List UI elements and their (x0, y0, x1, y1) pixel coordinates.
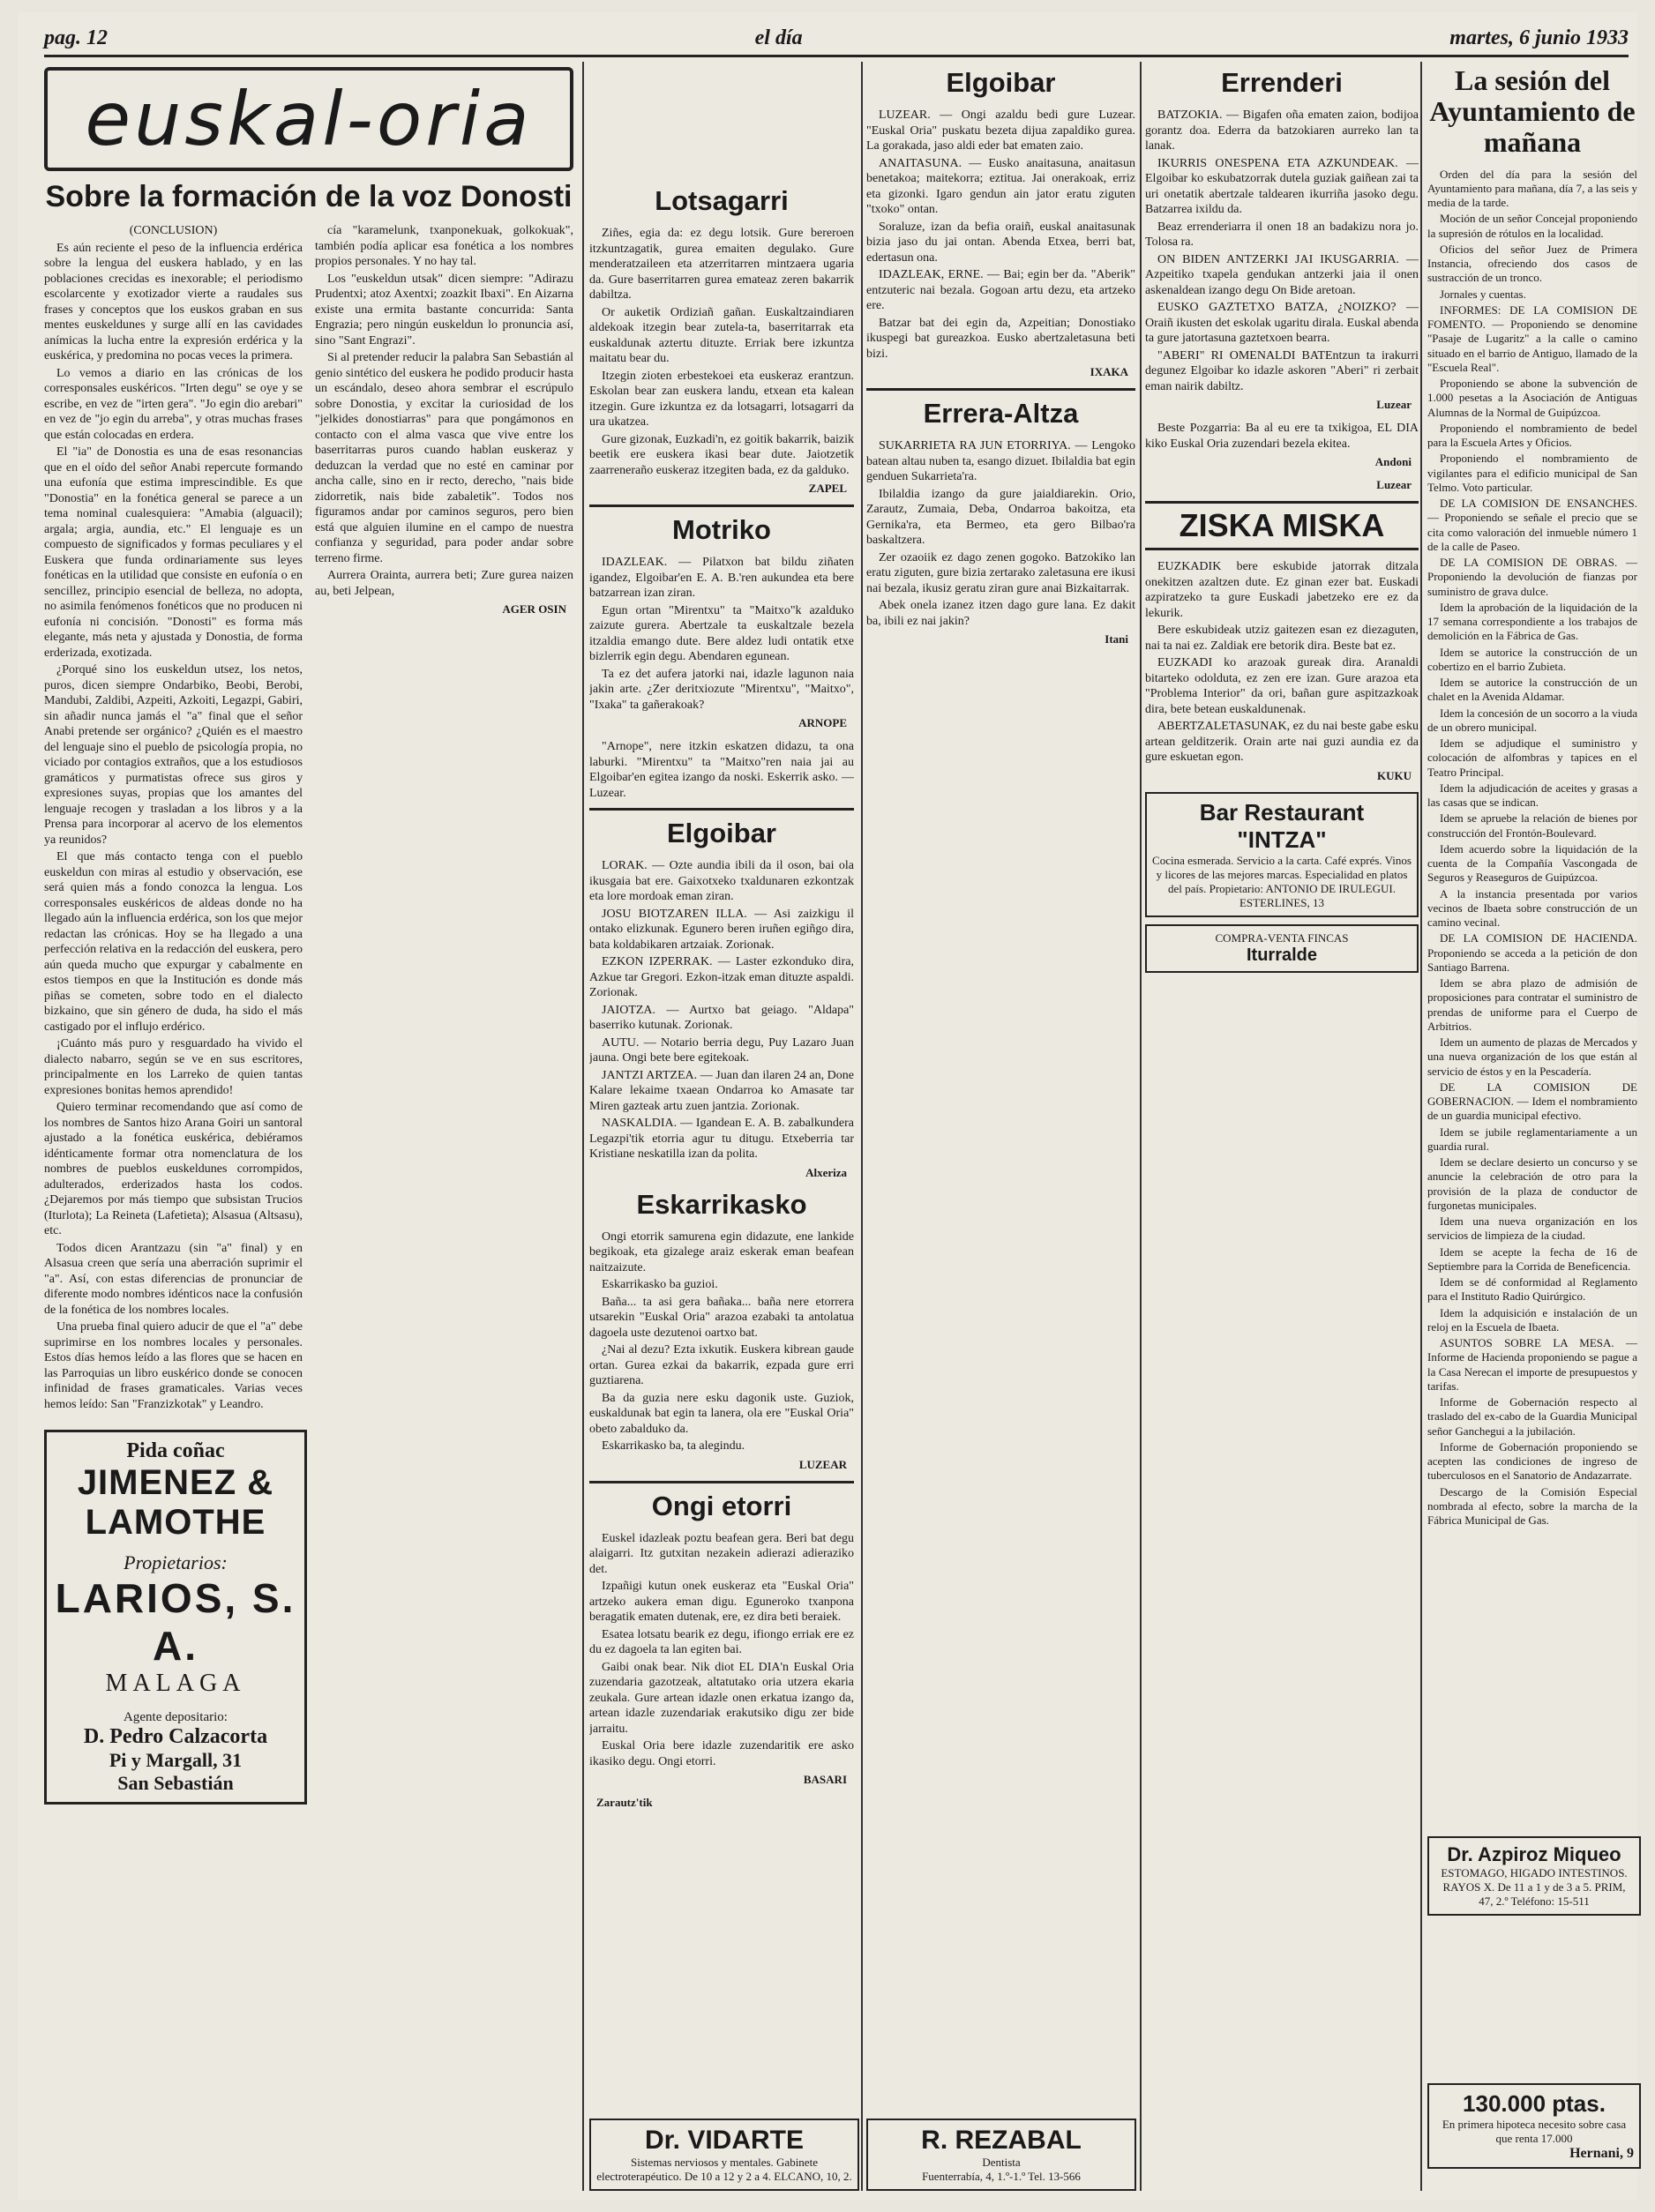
ad-title: 130.000 ptas. (1463, 2090, 1606, 2117)
article-title: La sesión del Ayuntamiento de mañana (1429, 64, 1636, 159)
paragraph: A la instancia presentada por varios vecinos de Ibaeta sobre construcción de un camino vecinal. (1427, 886, 1637, 930)
page-number: pag. 12 (44, 26, 108, 49)
paragraph: Aurrera Orainta, aurrera beti; Zure gurea naizen au, beti Jelpean, (315, 569, 573, 598)
column-2 (589, 180, 854, 2059)
ad-city: MALAGA (105, 1670, 246, 1697)
paragraph: Idem se dé conformidad al Reglamento para el Instituto Radio Quirúrgico. (1427, 1275, 1637, 1304)
column-rule (1140, 62, 1142, 2191)
paragraph: Oficios del señor Juez de Primera Instancia, ofreciendo dos casos de sustracción de un tronco. (1427, 242, 1637, 285)
article-signature: Alxeriza (805, 1165, 847, 1179)
article-subtitle: (CONCLUSION) (129, 224, 218, 237)
paragraph: Proponiendo el nombramiento de bedel para la Escuela Artes y Oficios. (1427, 421, 1637, 450)
paragraph: Beaz errenderiarra il onen 18 an badakizu nora jo. Tolosa ra. (1145, 220, 1419, 249)
ad-address: Hernani, 9 (1569, 2146, 1634, 2161)
paragraph: Izpañigi kutun onek euskeraz eta "Euskal Oria" artzeko aukera eman digu. Eguneroko txanpona beragatik ematen dutenak, ere, ez dira beti beraiek. (589, 1580, 854, 1624)
paragraph: ON BIDEN ANTZERKI JAI IKUSGARRIA. — Azpeitiko txapela gendukan antzerki jaia il onen askenaldean izango degu On Bide aretoan. (1145, 252, 1419, 297)
paragraph: EUZKADI ko arazoak gureak dira. Aranaldi bitarteko odolduta, ez zen ere izan. Gure arazoa eta "Problema Interior" da ori, bañan gure aspitzazkoak dira, bete betean euskaldunenak. (1145, 656, 1419, 716)
article-body (44, 223, 573, 1414)
paragraph: Idem se acepte la fecha de 16 de Septiembre para la Corrida de Beneficencia. (1427, 1244, 1637, 1273)
paragraph: Ibilaldia izango da gure jaialdiarekin. Orio, Zarautz, Zumaia, Deba, Ondarroa bakoitza, eta Gernika'ra, eta Bermeo, eta gero Bilbao'ra baskaltzera. (866, 487, 1135, 547)
paragraph: Esatea lotsatu bearik ez degu, ifiongo erriak ere ez du ez dagoela ta lan egiten bai. (589, 1627, 854, 1656)
paragraph: Ta ez det aufera jatorki nai, idazle lagunon naia jakin arte. ¿Zer deritxiozute "Mirentxu", "Maitxo", "Ixaka" ta gañerakoak? (589, 667, 854, 712)
divider (589, 1481, 854, 1483)
paragraph: ¿Nai al dezu? Ezta ixkutik. Euskera kibrean gaude ortan. Gurea ezkai da bakarrik, ezpada gure erri guztiarena. (589, 1343, 854, 1387)
ad-brand: JIMENEZ & LAMOTHE (77, 1463, 274, 1542)
paragraph: Es aún reciente el peso de la influencia erdérica sobre la lengua del euskera hablado, y en las poblaciones crecidas es inexorable; el periodismo escolarcente y exotizador vierte a raudales sus frases y conceptos que los euskos graban en sus mentes euskeldunes y surge allí en las cavidades anímicas la lucha entre la expresión erdérica y la euskérica, y predomina no pocas veces la primera. (44, 241, 303, 362)
paragraph: Eskarrikasko ba guzioi. (602, 1278, 718, 1291)
paragraph: BATZOKIA. — Bigafen oña ematen zaion, bodijoa gorantz doa. Ederra da batzokiaren aurreko lan ta lanak. (1145, 108, 1419, 153)
section-title: ZISKA MISKA (1145, 501, 1419, 550)
paragraph: Itzegin zioten erbestekoei eta euskeraz erantzun. Eskolan bear zan euskera landu, etxean eta kalean itzegin. Gure izkuntza ez da lotsagarri, lotsagarri da ura ukatzea. (589, 369, 854, 429)
paragraph: DE LA COMISION DE OBRAS. — Proponiendo la devolución de fianzas por suministro de grava dulce. (1427, 556, 1637, 598)
paragraph: Informe de Gobernación proponiendo se acepten las condiciones de ingreso de tuberculosos en el Sanatorio de Andazarrate. (1427, 1439, 1637, 1483)
paragraph: ¡Cuánto más puro y resguardado ha vivido el dialecto nabarro, según se ve en sus escritores, principalmente en los Larreko de quien tantas expresiones bonitas hemos aprendido! (44, 1037, 303, 1097)
paragraph: IDAZLEAK, ERNE. — Bai; egin ber da. "Aberik" entzuteric nai bezala. Gogoan artu dezu, eta artzeko ere. (866, 268, 1135, 312)
article-title: Errera-Altza (923, 398, 1079, 429)
sign-address: Iturralde (1246, 945, 1318, 965)
paragraph: Idem acuerdo sobre la liquidación de la cuenta de la Compañía Vascongada de Seguros y Reaseguros de Guipúzcoa. (1427, 841, 1637, 885)
paragraph: INFORMES: DE LA COMISION DE FOMENTO. — Proponiendo se denomine "Pasaje de Lugaritz" a la calle o camino situado en el barrio de Antiguo, llamado de la "Escuela Real". (1427, 303, 1637, 374)
paragraph: Idem se declare desierto un concurso y se anuncie la celebración de otro para la provisión de la plaza de conductor de furgonetas municipales. (1427, 1155, 1637, 1212)
paragraph: Abek onela izanez itzen dago gure lana. Ez dakit ba, ibili ez nai jakin? (866, 599, 1135, 628)
doctor-advertisement (1427, 1836, 1641, 1916)
paragraph: Informe de Gobernación respecto al traslado del ex-cabo de la Guardia Municipal señor Ganchegui a la jubilación. (1427, 1395, 1637, 1438)
column-5 (1145, 62, 1419, 2191)
paragraph: Lo vemos a diario en las crónicas de los corresponsales euskéricos. "Irten degu" se oye y se escribe, en vez de "irten gera". "Jo egin dio arebari" en vez de "jo egin du arreba", y otras muchas frases que están colocadas en erdera. (44, 366, 303, 442)
article-title: Errenderi (1221, 67, 1343, 98)
article-title: Ongi etorri (651, 1490, 792, 1521)
paragraph: ASUNTOS SOBRE LA MESA. — Informe de Hacienda proponiendo se pague a la Casa Nerecan el importe de presupuestos y tarifas. (1427, 1336, 1637, 1393)
column-rule (582, 62, 584, 2191)
divider (589, 808, 854, 811)
paragraph: DE LA COMISION DE HACIENDA. Proponiendo se acceda a la petición de don Santiago Barrena. (1427, 931, 1637, 974)
paragraph: Una prueba final quiero aducir de que el "a" debe suprimirse en los nombres locales y personales. Estos días hemos leído a las flores que se hacen en las Parroquias un libro euskérico donde se conocen infinidad de frases gramaticales. Varias veces hemos leído: San "Franzizkotak" y Leandro. (44, 1320, 303, 1411)
sign-text: COMPRA-VENTA FINCAS (1215, 930, 1349, 945)
divider (589, 504, 854, 507)
article-signature: Luzear (1376, 398, 1412, 411)
ad-title: Dr. VIDARTE (644, 2126, 805, 2155)
paragraph: Idem se autorice la construcción de un chalet en la Avenida Aldamar. (1427, 676, 1637, 704)
paragraph: Si al pretender reducir la palabra San Sebastián al genio sintético del euskera he podido producir hasta un escándalo, deseo ahora sembrar el escrúpulo sobre Donostia, y excitar la curiosidad de los "jelkides donostiarras" para que pongámonos en contacto con el alma vasca que vive entre los baserritarras puros cuando hablan euskeraz y deduzcan la verdad que no esté en caminar por ancha calle, sino en ir recto, derecho, "nais bide zidorretik, nais bide zabaletik". Todos nos figuramos andar por caminos seguros, pero bien está que alguien ilumine en el campo de nuestra confianza y seguridad, para poder andar sobre terreno firme. (315, 351, 573, 565)
column-4 (866, 62, 1135, 2059)
article-signature: LUZEAR (798, 1457, 847, 1471)
article-location: Zarautz'tik (596, 1796, 653, 1809)
ad-title: R. REZABAL (921, 2126, 1082, 2155)
paragraph: JOSU BIOTZAREN ILLA. — Asi zaizkigu il ontako elizkunak. Egunero beren iruñen egiñgo dira, bata koldabikaren artzaiak. Zorionak. (589, 907, 854, 952)
article-signature: Itani (1105, 632, 1128, 646)
ad-details: Sistemas nerviosos y mentales. Gabinete electroterapéutico. De 10 a 12 y 2 a 4. ELCANO, 10, 2. (596, 2156, 852, 2183)
paragraph: Idem la concesión de un socorro a la viuda de un obrero municipal. (1427, 706, 1637, 734)
article-signature: KUKU (1377, 768, 1412, 782)
restaurant-advertisement (1145, 792, 1419, 917)
paragraph: LORAK. — Ozte aundia ibili da il oson, bai ola ikusgaia bat ere. Gaixotxeko txaldunaren ezkontzak eta lore mordoak eman ziran. (589, 859, 854, 903)
paragraph: Proponiendo se abone la subvención de 1.000 pesetas a la Asociación de Antiguas Alumnas de la Normal de Guipúzcoa. (1427, 377, 1637, 419)
article-signature: BASARI (803, 1773, 847, 1786)
paragraph: Eskarrikasko ba, ta alegindu. (602, 1439, 745, 1453)
doctor-advertisement (589, 2119, 859, 2191)
column-rule (1420, 62, 1422, 2191)
paragraph: DE LA COMISION DE GOBERNACION. — Idem el nombramiento de un guardia municipal efectivo. (1427, 1080, 1637, 1123)
ad-address: Pi y Margall, 31 (109, 1749, 243, 1771)
paragraph: Descargo de la Comisión Especial nombrada al efecto, sobre la marcha de la Fábrica Municipal de Gas. (1427, 1484, 1637, 1528)
paragraph: EZKON IZPERRAK. — Laster ezkonduko dira, Azkue tar Gregori. Ezkon-itzak eman dituzte aspaldi. Zorionak. (589, 955, 854, 999)
article-title: Elgoibar (666, 818, 776, 848)
paragraph: Idem se abra plazo de admisión de proposiciones para contratar el suministro de prendas de uniforme para el Cuerpo de Arbitrios. (1427, 976, 1637, 1033)
mortgage-advertisement (1427, 2083, 1641, 2169)
paragraph: Idem la aprobación de la liquidación de la 17 semana correspondiente a los trabajos de demolición en la Fábrica de Gas. (1427, 600, 1637, 643)
newspaper-page (18, 12, 1637, 2200)
paragraph: ANAITASUNA. — Eusko anaitasuna, anaitasun benetakoa; maitekorra; eztitua. Jai onerakoak, erriz eta gizonki. Igaro gendun ain jator eratu ziguten "txoko" ontan. (866, 156, 1135, 216)
paragraph: Zer ozaoiik ez dago zenen gogoko. Batzokiko lan eratu ziguten, gure bizia zertarako zaletasuna ere ikusi nai bezala, ikusiz geratu ziran gure anai Bizkaitarrak. (866, 550, 1135, 595)
ad-city: San Sebastián (117, 1772, 234, 1794)
paragraph: ABERTZALETASUNAK, ez du nai beste gabe esku artean gelditzerik. Orain arte nai guzi aundia ez da gure eskuetan egon. (1145, 720, 1419, 764)
paragraph: Ongi etorrik samurena egin didazute, ene lankide begikoak, eta gizalege araiz eskerak eman beafean naitzaizute. (589, 1229, 854, 1274)
paragraph: Jornales y cuentas. (1440, 287, 1526, 301)
paragraph: Batzar bat dei egin da, Azpeitian; Donostiako ikuspegi bat gureazkoa. Eusko abertzaletasuna beti bizi. (866, 316, 1135, 361)
paragraph: Los "euskeldun utsak" dicen siempre: "Adirazu Prudentxi; atoz Axentxi; zoazkit Ibaxi". En Aizarna existe una ermita bastante concurrida: Santa Engrazia; pero ningún euskeldun lo pronuncia así, sino "Sant Engrazi". (315, 272, 573, 347)
article-title: Eskarrikasko (636, 1188, 807, 1220)
paragraph: JANTZI ARTZEA. — Juan dan ilaren 24 an, Done Kalare lekaime txaean Ondarroa ko Amasate tar Miren gazteak artu zuen jantzia. Zorionak. (589, 1068, 854, 1113)
paragraph: EUSKO GAZTETXO BATZA, ¿NOIZKO? — Oraiñ ikusten det eskolak ugaritu dirala. Euskal abenda ta gure jatortasuna gaztetxoen bearra. (1145, 301, 1419, 345)
paragraph: Egun ortan "Mirentxu" ta "Maitxo"k azalduko zaizute gurera. Abertzale ta euskaltzale bezela itzaldia emango dute. Bere aldez ludi ontatik etxe bizlerrik egin degu. Abendaren egunean. (589, 603, 854, 663)
paragraph: EUZKADIK bere eskubide jatorrak ditzala onekitzen azaltzen dute. Ez ginan ezer bat. Euskadi azpiratzeko ta gure Euskadi jabetzeko ere ez da lekurik. (1145, 560, 1419, 620)
article-body (1145, 559, 1419, 766)
paragraph: Euskel idazleak poztu beafean gera. Beri bat degu alaigarri. Itz gutxitan nezakein adierazi adieraziko det. (589, 1531, 854, 1576)
paragraph: Proponiendo el nombramiento de vigilantes para el edificio municipal de San Telmo. Voto particular. (1427, 452, 1637, 494)
paragraph: Beste Pozgarria: Ba al eu ere ta txikigoa, EL DIA kiko Euskal Oria zuzendari bezela ekitea. (1145, 422, 1419, 451)
article-signature: Andoni (1374, 455, 1412, 468)
paragraph: IKURRIS ONESPENA ETA AZKUNDEAK. — Elgoibar ko eskubatzorrak dutela guziak gaiñean zai ta uri onetatik abertzale taldearen ikurriña jasoko degu. Batzarrea ixildu da. (1145, 156, 1419, 216)
column-rule (861, 62, 863, 2191)
ad-title: Dr. Azpiroz Miqueo (1447, 1843, 1621, 1865)
paragraph: AUTU. — Notario berria degu, Puy Lazaro Juan jauna. Ongi bete bere egitekoak. (589, 1035, 854, 1065)
paragraph: JAIOTZA. — Aurtxo bat geiago. "Aldapa" baserriko kutunak. Zorionak. (589, 1003, 854, 1032)
paragraph: Idem se adjudique el suministro y colocación de alfombras y tapices en el Teatro Principal. (1427, 736, 1637, 779)
paragraph: Baña... ta asi gera bañaka... baña nere etorrera utsarekin "Euskal Oria" arazoa ezabaki ta antolatua dagoela uste dezutenoi oartxo bat. (589, 1295, 854, 1340)
cognac-advertisement (44, 1430, 307, 1805)
paragraph: Euskal Oria bere idazle zuzendaritik ere asko ikasiko degu. Ongi etorri. (589, 1739, 854, 1768)
paragraph: Bere eskubideak utziz gaitezen esan ez diezaguten, nai ta nai ez. Zaldiak ere betorik dira. Beste bat ez. (1145, 624, 1419, 653)
divider (866, 388, 1135, 391)
article-title: Lotsagarri (655, 185, 789, 216)
article-title: Elgoibar (946, 67, 1056, 98)
article-signature: Luzear (1376, 478, 1412, 491)
paragraph: cía "karamelunk, txanponekuak, golkokuak", también podía aplicar esa fonética a los nombres propios personales. Y no hay tal. (315, 224, 573, 268)
newspaper-name: el día (754, 26, 803, 49)
paragraph: LUZEAR. — Ongi azaldu bedi gure Luzear. "Euskal Oria" puskatu bezeta dijua zapaldiko gurea. La gorakada, jaso aldi eder bat ematen zaio. (866, 108, 1135, 153)
article-signature: ARNOPE (798, 716, 847, 729)
paragraph: Gure gizonak, Euzkadi'n, ez goitik bakarrik, baizik beetik ere euskera ikasi bear dute. Jaiotzetik zaarreneraño euskeraz itzegiten bada, ez da galduko. (589, 432, 854, 477)
paragraph: Idem la adquisición e instalación de un reloj en la Escuela de Ibaeta. (1427, 1305, 1637, 1334)
paragraph: "Arnope", nere itzkin eskatzen didazu, ta ona laburki. "Mirentxu" ta "Maitxo"ren naia jai au Elgoibar'en egitea izango da noski. Eskerrik asko. — Luzear. (589, 740, 854, 800)
paragraph: Ba da guzia nere esku dagonik uste. Guziok, euskaldunak bat egin ta lanera, ola ere "Euskal Oria" obeto zabalduko da. (589, 1391, 854, 1436)
paragraph: SUKARRIETA RA JUN ETORRIYA. — Lengoko batean altau nuben ta, esango dizuet. Ibilaldia bat egin genduen Sukarrieta'ra. (866, 439, 1135, 483)
article-signature: IXAKA (1090, 365, 1128, 378)
paragraph: Idem se autorice la construcción de un cobertizo en el barrio Zubieta. (1427, 645, 1637, 673)
paragraph: Orden del día para la sesión del Ayuntamiento para mañana, día 7, a las seis y media de la tarde. (1427, 167, 1637, 210)
ad-address: Fuenterrabía, 4, 1.º-1.º Tel. 13-566 (922, 2170, 1081, 2183)
article-signature: ZAPEL (808, 482, 847, 495)
paragraph: Idem se jubile reglamentariamente a un guardia rural. (1427, 1125, 1637, 1153)
paragraph: Ziñes, egia da: ez degu lotsik. Gure bereroen itzkuntzagatik, gurea emaiten degulako. Gure menderatzaileen eta atzerritarren mintzaera ugaria da. Gure baserritarren gurea emateaz zeren bakarrik dabiltza. (589, 227, 854, 302)
ad-details: ESTOMAGO, HIGADO INTESTINOS. RAYOS X. De 11 a 1 y de 3 a 5. PRIM, 47, 2.º Teléfono: 15-511 (1441, 1866, 1628, 1908)
section-masthead: euskal-oria (44, 67, 573, 171)
dentist-advertisement (866, 2119, 1136, 2191)
paragraph: ¿Porqué sino los euskeldun utsez, los netos, puros, dicen siempre Ondarbiko, Beobi, Berobi, Mandubi, Zaldibi, Azpeiti, Azkoiti, Legazpi, Gabiri, sin añadir nunca jamás el "a" final que el señor Anabi pretende ser orgánico? ¿Quién es el maestro del lenguaje sino el pueblo de psicología propia, no viciado por contagios extraños, que a los estudiosos gramáticos y purmatistas ofrece sus giros y expresiones suyas, propias que los amantes del lenguaje recogen y trasladan a los libros y a la Prensa para incorporar al acervo de los elementos ya reunidos? (44, 663, 303, 847)
paragraph: El "ia" de Donostia es una de esas resonancias que en el oído del señor Anabi repercute formando una eufonía que estima imprescindible. Es que "Donostia" en la fonética general se parece a un tema nominal cualesquiera: "Amabia (alguacil); argala; argia, aundia, etc." El lenguaje es un compuesto de significados y formas peculiares y el Euskera que funda ordinariamente sus leyes fonéticas en la utilidad que consiste en eufonía o en sencillez, principio esencial de belleza, no adopta, no asimila fenómenos fonéticos que no producen ni eufonía ni concisión. "Donosti" es forma más elegante, más neta y ajustada y Donostia, de forma erderizada, exotizada. (44, 445, 303, 660)
paragraph: IDAZLEAK. — Pilatxon bat bildu ziñaten igandez, Elgoibar'en E. A. B.'ren aukundea eta bere batzarrean izan ziran. (589, 556, 854, 600)
paragraph: Idem se apruebe la relación de bienes por construcción del Frontón-Boulevard. (1427, 811, 1637, 840)
paragraph: Quiero terminar recomendando que así como de los nombres de Santos hizo Arana Goiri un santoral ajustado a la fonética euskérica, debiéramos idénticamente formar otra nomenclatura de los nombres de pueblos euskeldunes corrompidos, adulterados, erderizados hasta los codos. ¿Dejaremos por más tiempo que subsistan Trucios (Iturlota); La Reineta (Lafetieta); Alsasua (Altsasu), etc. (44, 1101, 303, 1237)
paragraph: Idem una nueva organización en los servicios de limpieza de la ciudad. (1427, 1214, 1637, 1243)
ad-line: Propietarios: (124, 1551, 228, 1573)
realestate-sign (1145, 924, 1419, 973)
article-column-left (44, 223, 303, 1414)
ad-title: Bar Restaurant "INTZA" (1199, 798, 1365, 853)
ad-agent: D. Pedro Calzacorta (83, 1725, 268, 1748)
ad-details: En primera hipoteca necesito sobre casa que renta 17.000 (1442, 2118, 1627, 2145)
ad-company: LARIOS, S. A. (55, 1575, 296, 1669)
paragraph: Idem la adjudicación de aceites y grasas a las casas que se indican. (1427, 781, 1637, 810)
paragraph: NASKALDIA. — Igandean E. A. B. zabalkundera Legazpi'tik etorria agur tu ditugu. Etxeberria tar Kristiane neskatilla izan da polita. (589, 1117, 854, 1161)
article-body (1145, 421, 1419, 452)
column-1 (44, 62, 573, 2191)
paragraph: Or auketik Ordiziañ gañan. Euskaltzaindiaren aldekoak itzegin bear zutela-ta, baserritarrak eta euskaldunak aztertu dituzte. Erriak bere izkuntza maitatu bear du. (589, 305, 854, 365)
paragraph: Moción de un señor Concejal proponiendo la supresión de rótulos en la localidad. (1427, 212, 1637, 240)
page-date: martes, 6 junio 1933 (1449, 26, 1629, 49)
paragraph: El que más contacto tenga con el pueblo euskeldun con miras al estudio y observación, ese será quien más a fondo conozca la lengua. Los corresponsales euskéricos de aldeas donde no ha llegado aún la influencia erdérica, son los que mejor redactan las crónicas. Hoy se ha llegado a una perfección relativa en la redacción del euskera, pero aún queda mucho que expurgar y cabalmente en estos tiempos en que la Institución es donde más piñas se cometen, sobre todo en el dialecto bizkaino, que sin género de duda, ha sido el más castigado por el influjo erdérico. (44, 850, 303, 1034)
paragraph: "ABERI" RI OMENALDI BATEntzun ta irakurri degunez Elgoibar ko idazle askoren "Aberi" ri zerbait eman nairik dabiltz. (1145, 348, 1419, 393)
ad-details: Dentista (982, 2156, 1021, 2169)
paragraph: DE LA COMISION DE ENSANCHES. — Proponiendo se señale el precio que se cita como valoración del inmueble número 1 de la calle de Paseo. (1427, 497, 1637, 553)
article-body (1145, 108, 1419, 394)
ad-line: Pida coñac (126, 1439, 225, 1462)
article-column-right (315, 223, 573, 1414)
article-title: Motriko (672, 514, 771, 545)
ad-line: Agente depositario: (124, 1710, 228, 1724)
page-header (44, 21, 1629, 57)
ad-details: Cocina esmerada. Servicio a la carta. Café exprés. Vinos y licores de las mejores marcas. Especialidad en platos del país. Propietario: ANTONIO DE IRULEGUI. ESTERLINES, 13 (1152, 853, 1412, 909)
article-title: Sobre la formación de la voz Donosti (45, 180, 573, 213)
paragraph: Todos dicen Arantzazu (sin "a" final) y en Alsasua creen que sería una aberración suprimir el "a". Así, con estas diferencias de pronunciar de diferente modo nombres idénticos nace la confusión de la fonética de los nombres locales. (44, 1241, 303, 1317)
paragraph: Soraluze, izan da befia oraiñ, euskal anaitasunak bizia jaso du jai ontan. Abenda Etxea, berri bat, edertasun ona. (866, 220, 1135, 265)
article-signature: AGER OSIN (502, 602, 566, 616)
paragraph: Idem un aumento de plazas de Mercados y una nueva organización de los que están al servicio de éstos y en la Pescadería. (1427, 1035, 1637, 1078)
paragraph: Gaibi onak bear. Nik diot EL DIA'n Euskal Oria zuzendaria gazotzeak, altatutako oria utzera ekaria zeukala. Gure artean idazle onen erkatua izango da, artean idazle zuzendariak erakutsiko digu zer bide jarraitu. (589, 1660, 854, 1736)
